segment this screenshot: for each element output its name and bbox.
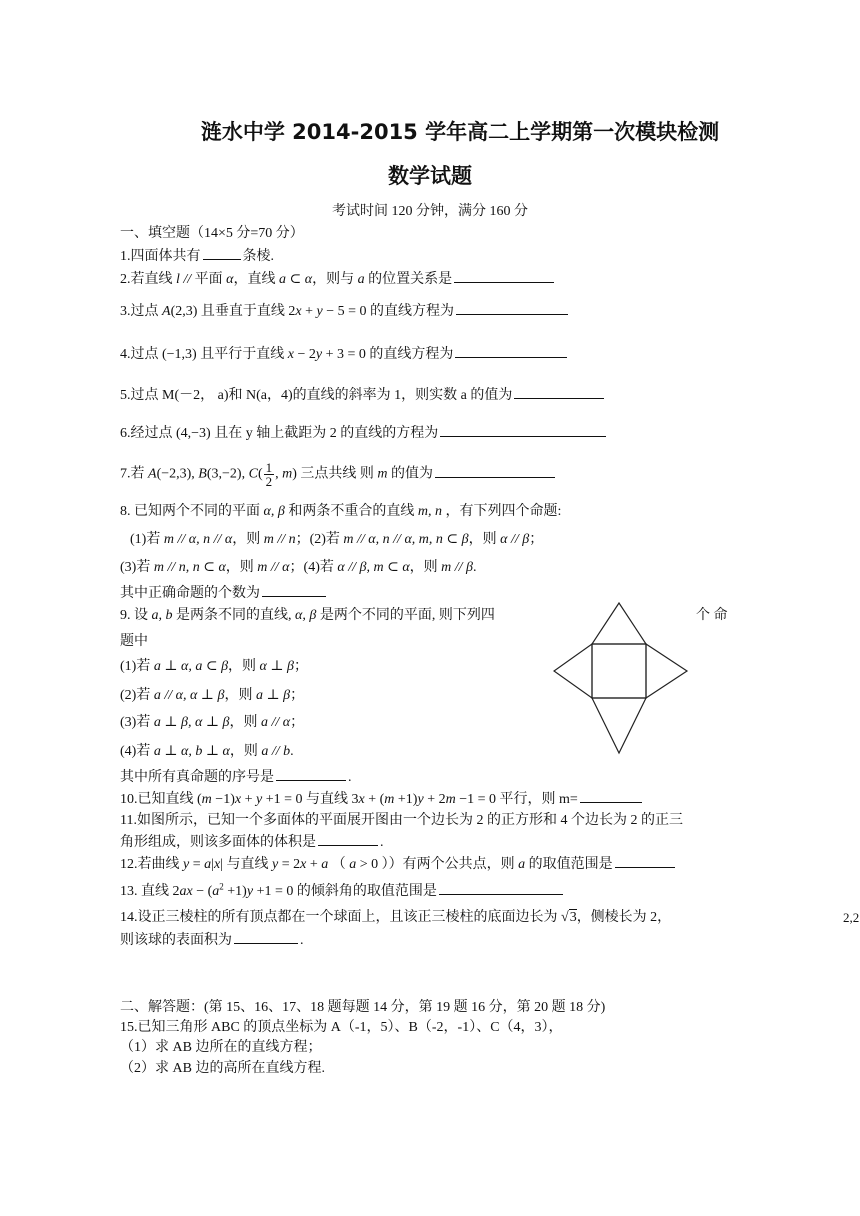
question-8-ask: 其中正确命题的个数为 [120, 582, 328, 602]
question-8-props-a: (1)若 m // α, n // α，则 m // n；(2)若 m // α, n // α, m, n ⊂ β，则 α // β； [130, 532, 544, 547]
net-triangle-bottom [592, 698, 646, 753]
question-6: 6.经过点 (4,−3) 且在 y 轴上截距为 2 的直线的方程为 [120, 422, 608, 442]
question-11: 11.如图所示，已知一个多面体的平面展开图由一个边长为 2 的正方形和 4 个边长为 2 的正三 [120, 813, 683, 828]
polyhedron-net-figure [553, 601, 735, 755]
margin-note: 2,2 [843, 910, 860, 925]
question-15-part1: （1）求 AB 边所在的直线方程； [120, 1040, 322, 1055]
question-2: 2.若直线 l // 平面 α，直线 a ⊂ α，则与 a 的位置关系是 [120, 268, 556, 288]
section1-heading: 一、填空题（14×5 分=70 分） [120, 226, 304, 241]
question-9: 9. 设 a, b 是两条不同的直线, α, β 是两个不同的平面, 则下列四 [120, 608, 495, 623]
page-title: 涟水中学 2014-2015 学年高二上学期第一次模块检测 [200, 120, 720, 144]
question-4: 4.过点 (−1,3) 且平行于直线 x − 2y + 3 = 0 的直线方程为 [120, 343, 569, 363]
question-11-cont: 角形组成，则该多面体的体积是 . [120, 835, 384, 850]
question-7: 7.若 A(−2,3), B(3,−2), C( $\frac{1}{2}$ , m) 三点共线 则 m 的值为 [120, 461, 557, 488]
question-10: 10.已知直线 (m −1)x + y +1 = 0 与直线 3x + (m +1)y + 2m −1 = 0 平行，则 m= [120, 788, 644, 808]
question-9-prop2: (2)若 a // α, α ⊥ β，则 a ⊥ β； [120, 688, 305, 703]
question-13: 13. 直线 $2ax - (a^2 +1)y +1 = 0$ 的倾斜角的取值范围是 [120, 880, 565, 900]
question-9-cont: 题中 [120, 634, 148, 649]
net-square [592, 644, 646, 698]
question-15-part2: （2）求 AB 边的高所在直线方程. [120, 1061, 325, 1076]
question-12: 12.若曲线 y = a|x| 与直线 y = 2x + a （ a > 0 ））有两个公共点，则 a 的取值范围是 [120, 853, 677, 873]
question-14-cont: 则该球的表面积为 . [120, 933, 304, 948]
question-9-ask: 其中所有真命题的序号是 . [120, 770, 352, 785]
section2-heading: 二、解答题：(第 15、16、17、18 题每题 14 分，第 19 题 16 分，第 20 题 18 分) [120, 1000, 606, 1015]
question-15: 15.已知三角形 ABC 的顶点坐标为 A（-1，5）、B（-2，-1）、C（4，3）， [120, 1020, 563, 1035]
question-9-prop4: (4)若 a ⊥ α, b ⊥ α，则 a // b. [120, 744, 294, 759]
net-triangle-right [646, 644, 687, 698]
net-triangle-top [592, 603, 646, 644]
question-14: 14.设正三棱柱的所有顶点都在一个球面上，且该正三棱柱的底面边长为 √3，侧棱长为 2， [120, 910, 672, 925]
exam-info: 考试时间 120 分钟，满分 160 分 [332, 204, 528, 219]
question-9-wrap: 个 命 [696, 608, 728, 623]
question-5: 5.过点 M(－2， a)和 N(a，4)的直线的斜率为 1，则实数 a 的值为 [120, 384, 606, 404]
page-subtitle: 数学试题 [388, 164, 472, 188]
question-9-prop3: (3)若 a ⊥ β, α ⊥ β，则 a // α； [120, 715, 305, 730]
question-3: 3.过点 A(2,3) 且垂直于直线 2x + y − 5 = 0 的直线方程为 [120, 300, 570, 320]
question-1: 1.四面体共有 条棱. [120, 249, 274, 264]
question-8: 8. 已知两个不同的平面 α, β 和两条不重合的直线 m, n ，有下列四个命题: [120, 504, 562, 519]
net-triangle-left [554, 644, 592, 698]
question-8-props-b: (3)若 m // n, n ⊂ α，则 m // α；(4)若 α // β, m ⊂ α，则 m // β. [120, 560, 477, 575]
question-9-prop1: (1)若 a ⊥ α, a ⊂ β，则 α ⊥ β； [120, 659, 309, 674]
